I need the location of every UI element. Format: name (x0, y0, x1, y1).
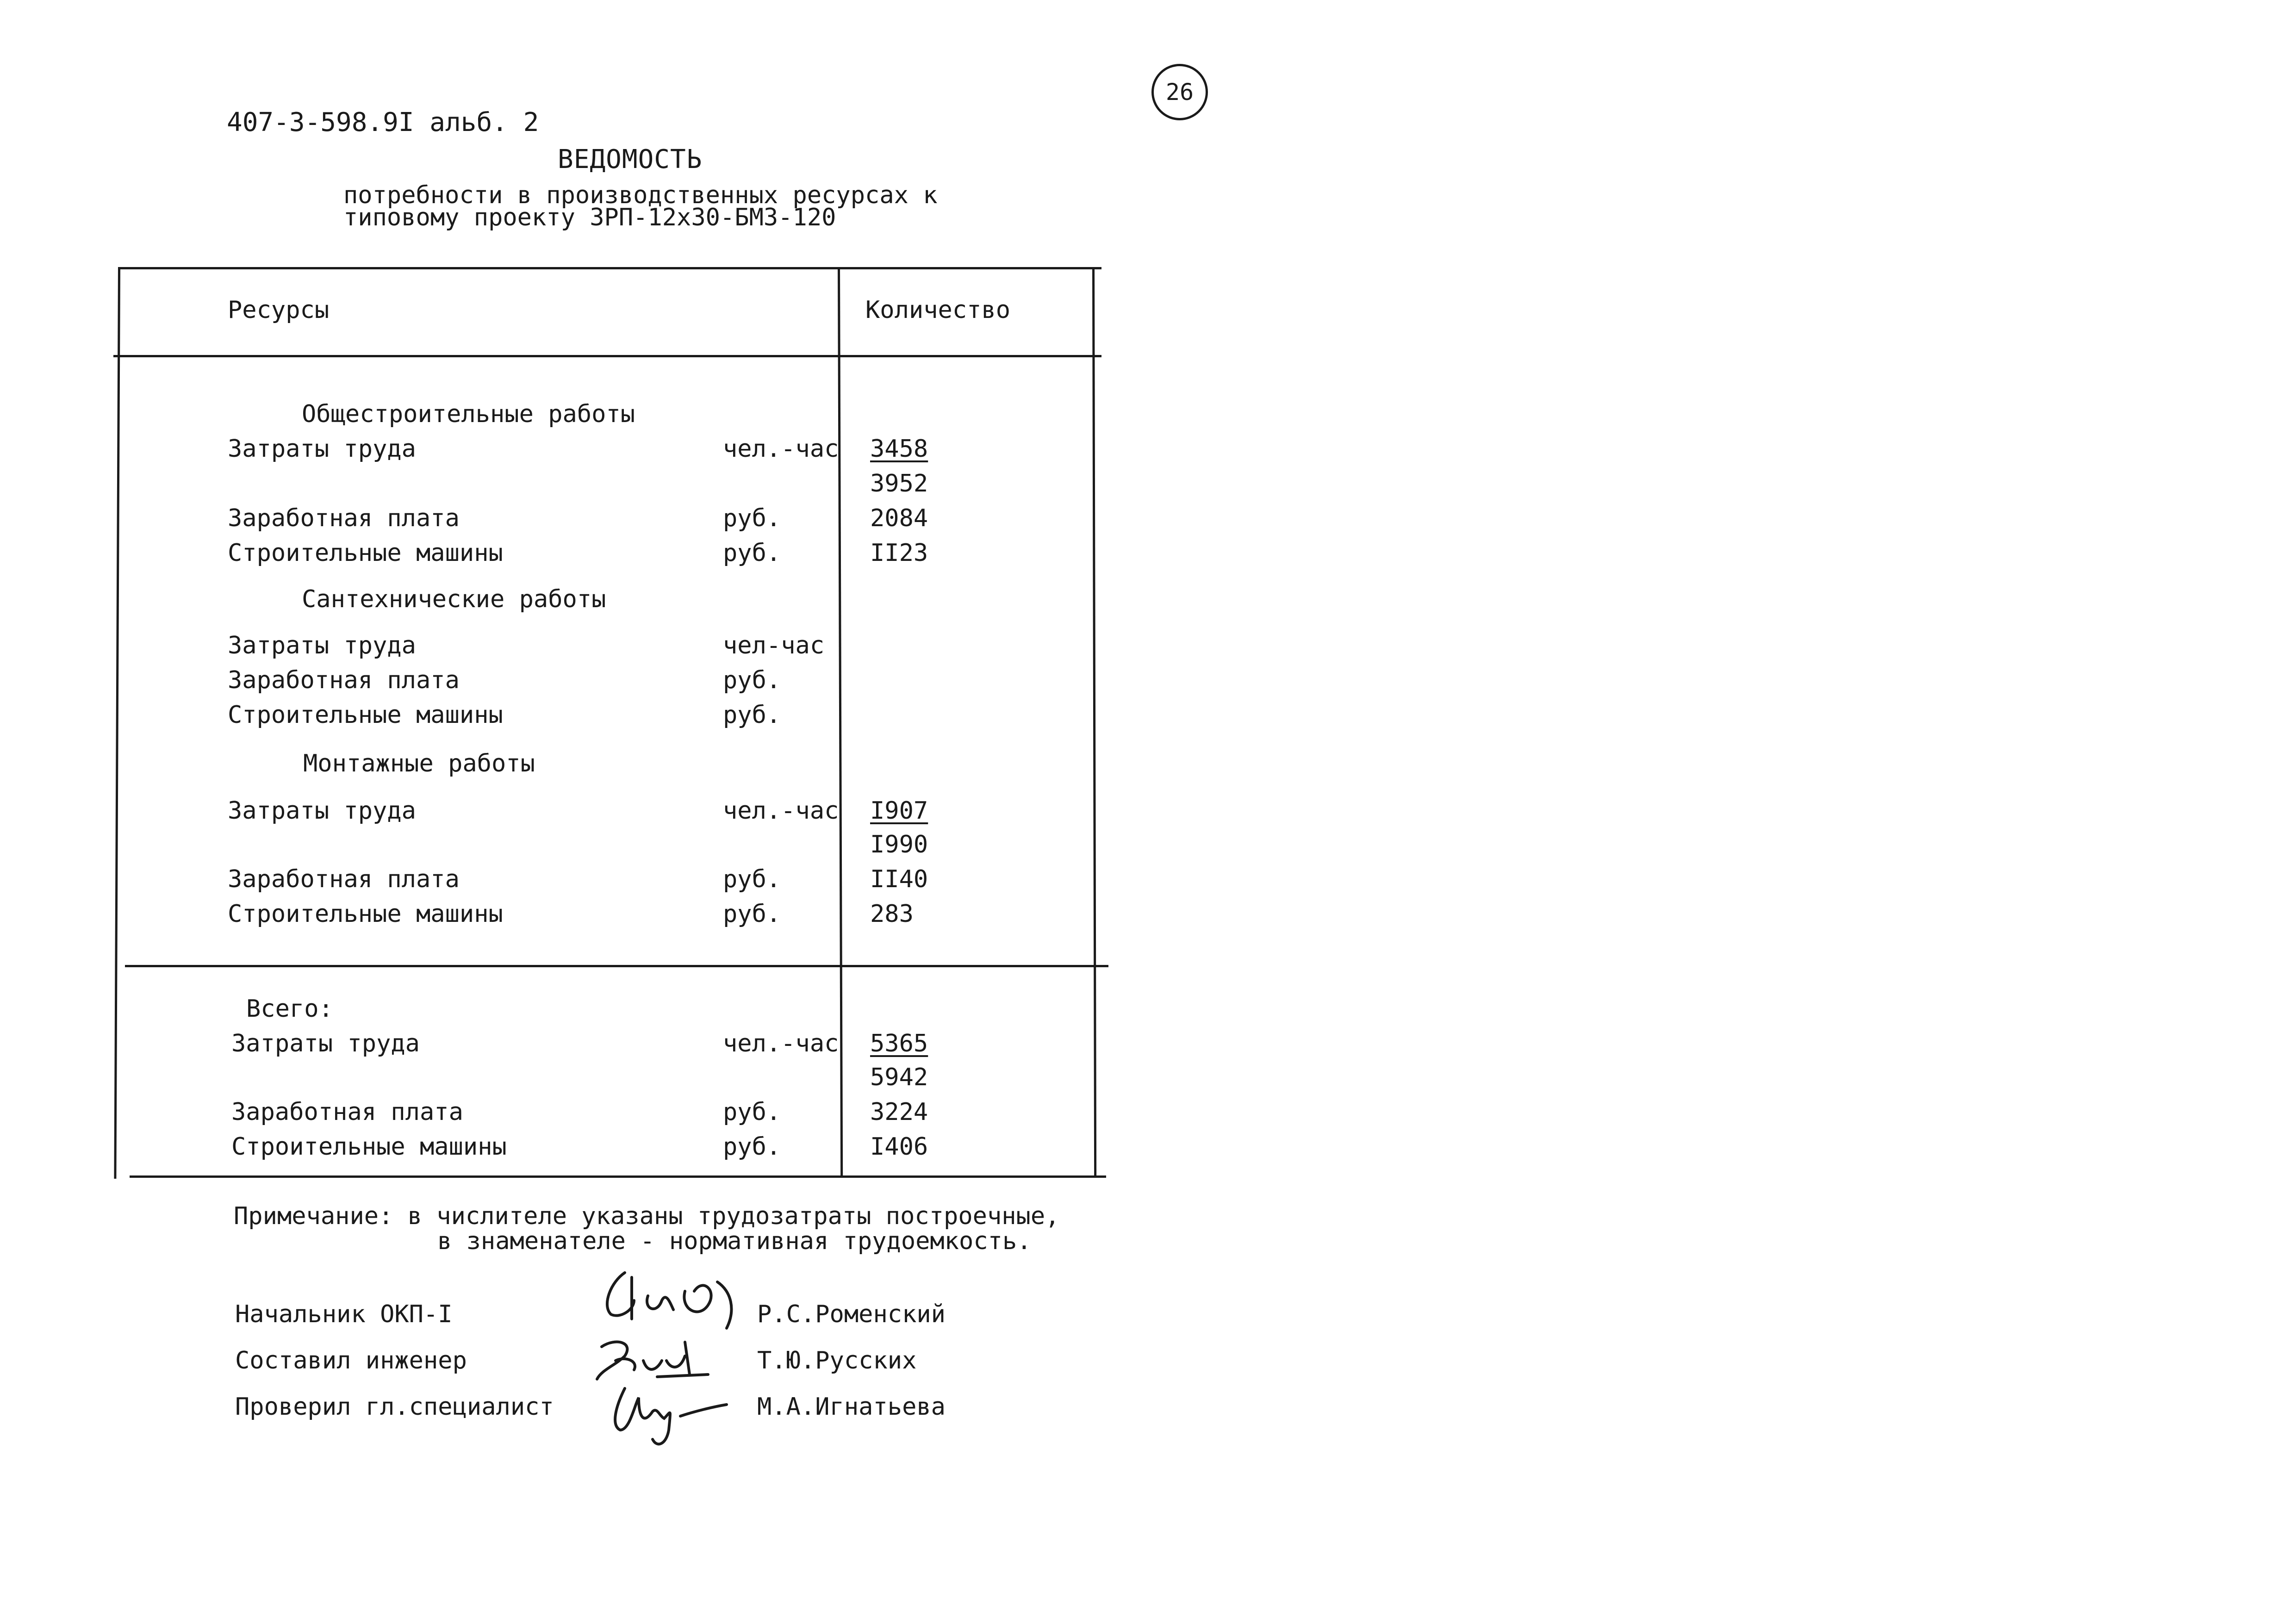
header-divider (113, 355, 1101, 357)
row-value: 283 (870, 900, 914, 928)
page-number: 26 (1151, 64, 1208, 120)
section-title: Общестроительные работы (302, 400, 635, 428)
signature-name: Т.Ю.Русских (757, 1347, 917, 1374)
row-label: Затраты труда (228, 632, 416, 659)
note-line-1: Примечание: в числителе указаны трудозатраты построечные, (234, 1202, 1060, 1230)
row-label: Затраты труда (228, 797, 416, 825)
row-numerator: I907 (870, 797, 928, 825)
row-label: Затраты труда (231, 1030, 420, 1057)
row-value: 3224 (870, 1098, 928, 1126)
row-unit: чел.-час (723, 1030, 839, 1057)
subtitle-line-2: типовому проекту ЗРП-12х30-БМЗ-120 (343, 204, 836, 231)
row-unit: чел.-час (723, 435, 839, 463)
signature-role: Проверил гл.специалист (235, 1393, 554, 1421)
signature-role: Начальник ОКП-I (235, 1300, 453, 1328)
header-resources: Ресурсы (228, 296, 330, 324)
row-unit: чел.-час (723, 797, 839, 825)
total-title: Всего: (246, 995, 333, 1023)
row-unit: руб. (723, 539, 781, 567)
row-unit: руб. (723, 701, 781, 729)
row-label: Строительные машины (228, 900, 503, 928)
row-label: Заработная плата (228, 865, 460, 893)
document-code: 407-3-598.9I альб. 2 (227, 107, 539, 137)
row-numerator: 5365 (870, 1030, 928, 1057)
signature-name: М.А.Игнатьева (757, 1393, 946, 1421)
signature-name: Р.С.Роменский (757, 1300, 946, 1328)
section-title: Сантехнические работы (302, 585, 606, 613)
table-left-border (114, 267, 120, 1179)
row-label: Строительные машины (228, 539, 503, 567)
section-title: Монтажные работы (303, 750, 535, 777)
row-denominator: 5942 (870, 1063, 928, 1091)
row-denominator: I990 (870, 831, 928, 858)
document-title: ВЕДОМОСТЬ (558, 144, 703, 174)
header-quantity: Количество (865, 296, 1011, 324)
row-label: Заработная плата (228, 504, 460, 532)
signature-role: Составил инженер (235, 1347, 467, 1374)
row-unit: руб. (723, 504, 781, 532)
handwritten-signature-icon (602, 1379, 740, 1453)
row-label: Заработная плата (231, 1098, 463, 1126)
row-value: II23 (870, 539, 928, 567)
row-unit: чел-час (723, 632, 825, 659)
table-top-border (118, 267, 1101, 269)
row-label: Строительные машины (231, 1133, 507, 1161)
row-unit: руб. (723, 865, 781, 893)
row-value: 2084 (870, 504, 928, 532)
total-divider (125, 965, 1108, 967)
table-bottom-border (130, 1175, 1106, 1178)
row-unit: руб. (723, 1133, 781, 1161)
row-label: Затраты труда (228, 435, 416, 463)
row-unit: руб. (723, 900, 781, 928)
row-unit: руб. (723, 666, 781, 694)
note-line-2: в знаменателе - нормативная трудоемкость. (437, 1227, 1032, 1255)
row-value: II40 (870, 865, 928, 893)
row-value: I406 (870, 1133, 928, 1161)
row-denominator: 3952 (870, 470, 928, 497)
row-unit: руб. (723, 1098, 781, 1126)
row-label: Строительные машины (228, 701, 503, 729)
subtitle-line-1: потребности в производственных ресурсах к (343, 181, 938, 209)
row-numerator: 3458 (870, 435, 928, 463)
table-right-border (1092, 267, 1096, 1178)
row-label: Заработная плата (228, 666, 460, 694)
